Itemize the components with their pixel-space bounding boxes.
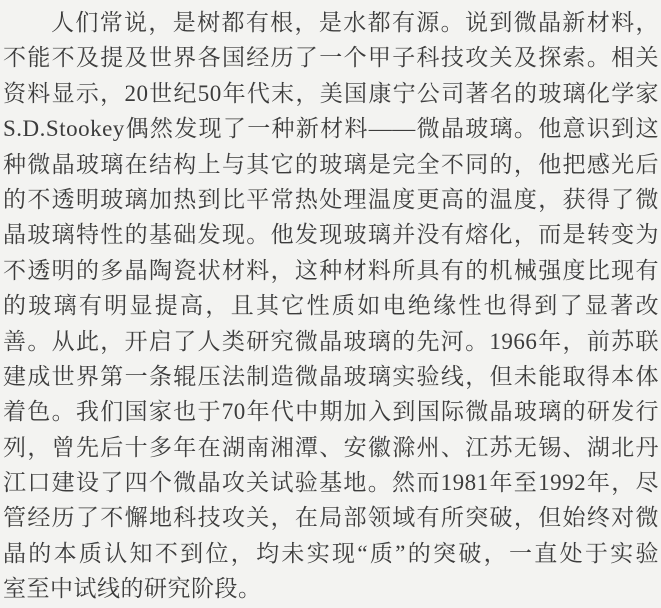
text-line: 晶玻璃特性的基础发现。他发现玻璃并没有熔化，而是转变为	[3, 222, 659, 248]
text-line: 室至中试线的研究阶段。	[3, 576, 262, 602]
text-line: 着色。我们国家也于70年代中期加入到国际微晶玻璃的研发行	[3, 399, 659, 425]
paragraph	[3, 5, 659, 607]
text-line: 管经历了不懈地科技攻关，在局部领域有所突破，但始终对微	[3, 505, 659, 531]
text-line: 人们常说，是树都有根，是水都有源。说到微晶新材料，	[51, 10, 659, 35]
text-line: 江口建设了四个微晶攻关试验基地。然而1981年至1992年，尽	[3, 470, 659, 496]
text-line: 列，曾先后十多年在湖南湘潭、安徽滁州、江苏无锡、湖北丹	[3, 434, 659, 460]
text-line: 不能不及提及世界各国经历了一个甲子科技攻关及探索。相关	[3, 45, 659, 71]
text-line: 善。从此，开启了人类研究微晶玻璃的先河。1966年，前苏联	[3, 328, 659, 354]
text-line: S.D.Stookey偶然发现了一种新材料——微晶玻璃。他意识到这	[3, 116, 659, 142]
text-line: 建成世界第一条辊压法制造微晶玻璃实验线，但未能取得本体	[3, 363, 659, 389]
text-line: 资料显示，20世纪50年代末，美国康宁公司著名的玻璃化学家	[3, 80, 659, 106]
text-line: 种微晶玻璃在结构上与其它的玻璃是完全不同的，他把感光后	[3, 151, 659, 177]
text-line: 的玻璃有明显提高，且其它性质如电绝缘性也得到了显著改	[3, 293, 659, 319]
text-line: 晶的本质认知不到位，均未实现“质”的突破，一直处于实验	[3, 540, 659, 566]
text-line: 不透明的多晶陶瓷状材料，这种材料所具有的机械强度比现有	[3, 257, 659, 283]
text-line: 的不透明玻璃加热到比平常热处理温度更高的温度，获得了微	[3, 186, 659, 212]
